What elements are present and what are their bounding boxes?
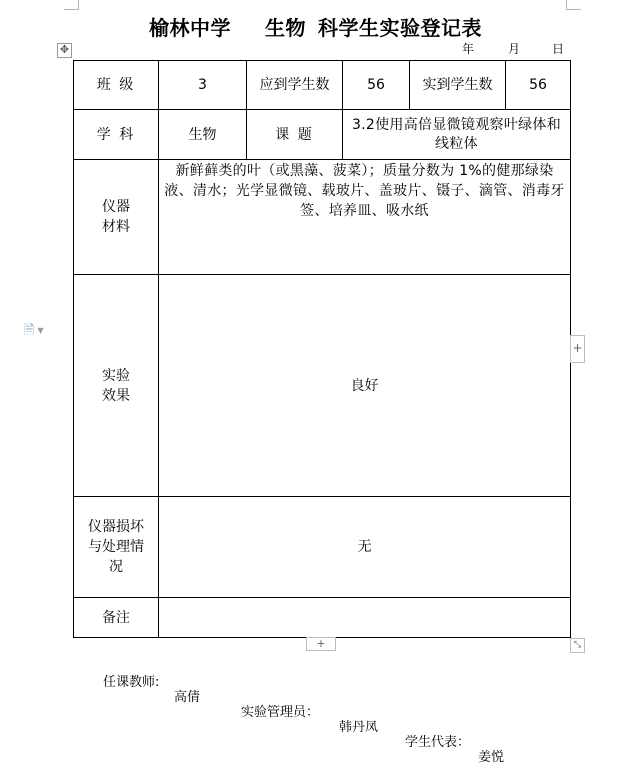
experiment-register-table [73, 60, 571, 638]
move-cross-icon: ✥ [59, 43, 70, 56]
plus-icon: + [572, 341, 583, 355]
damage-label: 仪器损坏与处理情况 [74, 497, 159, 598]
actual-students-value[interactable]: 56 [506, 61, 571, 110]
manager-name: 韩丹凤 [339, 720, 379, 735]
title-school: 榆林中学 [149, 16, 231, 40]
page-corner-mark-right [566, 0, 581, 10]
teacher-label: 任课教师: [103, 675, 160, 690]
add-column-button[interactable] [570, 335, 585, 363]
instrument-value[interactable]: 新鲜藓类的叶（或黑藻、菠菜）；质量分数为 1%的健那绿染液、清水；光学显微镜、载玻片、盖玻片、镊子、滴管、消毒牙签、培养皿、吸水纸 [159, 160, 571, 275]
date-day: 日 [552, 42, 565, 56]
student-name: 姜悦 [478, 750, 505, 765]
instrument-label: 仪器材料 [74, 160, 159, 275]
topic-value[interactable]: 3.2使用高倍显微镜观察叶绿体和线粒体 [343, 110, 571, 160]
effect-label: 实验效果 [74, 275, 159, 497]
manager-label: 实验管理员： [241, 705, 320, 720]
diagonal-resize-icon: ⤡ [573, 640, 582, 650]
title-form-name: 科学生实验登记表 [318, 16, 482, 40]
teacher-name: 高倩 [174, 690, 201, 705]
plus-icon: + [316, 637, 326, 650]
date-month: 月 [508, 42, 521, 56]
table-resize-handle[interactable] [570, 638, 585, 653]
add-row-button[interactable] [306, 637, 336, 651]
chevron-down-icon: ▼ [37, 326, 44, 335]
class-label: 班 级 [74, 61, 159, 110]
topic-label: 课 题 [247, 110, 343, 160]
document-title [0, 12, 631, 41]
expected-students-label: 应到学生数 [247, 61, 343, 110]
date-year: 年 [462, 42, 475, 56]
page-corner-mark-left [64, 0, 79, 10]
remark-label: 备注 [74, 598, 159, 638]
effect-value[interactable]: 良好 [159, 275, 571, 497]
remark-value[interactable] [159, 598, 571, 638]
document-icon: 🗎 [24, 323, 35, 338]
damage-value[interactable]: 无 [159, 497, 571, 598]
subject-value[interactable]: 生物 [159, 110, 247, 160]
side-document-button[interactable] [24, 321, 44, 343]
expected-students-value[interactable]: 56 [343, 61, 410, 110]
class-value[interactable]: 3 [159, 61, 247, 110]
signature-line [0, 656, 631, 765]
table-move-handle[interactable] [57, 43, 72, 58]
title-subject: 生物 [265, 16, 306, 40]
actual-students-label: 实到学生数 [410, 61, 506, 110]
subject-label: 学 科 [74, 110, 159, 160]
student-label: 学生代表： [405, 735, 471, 750]
